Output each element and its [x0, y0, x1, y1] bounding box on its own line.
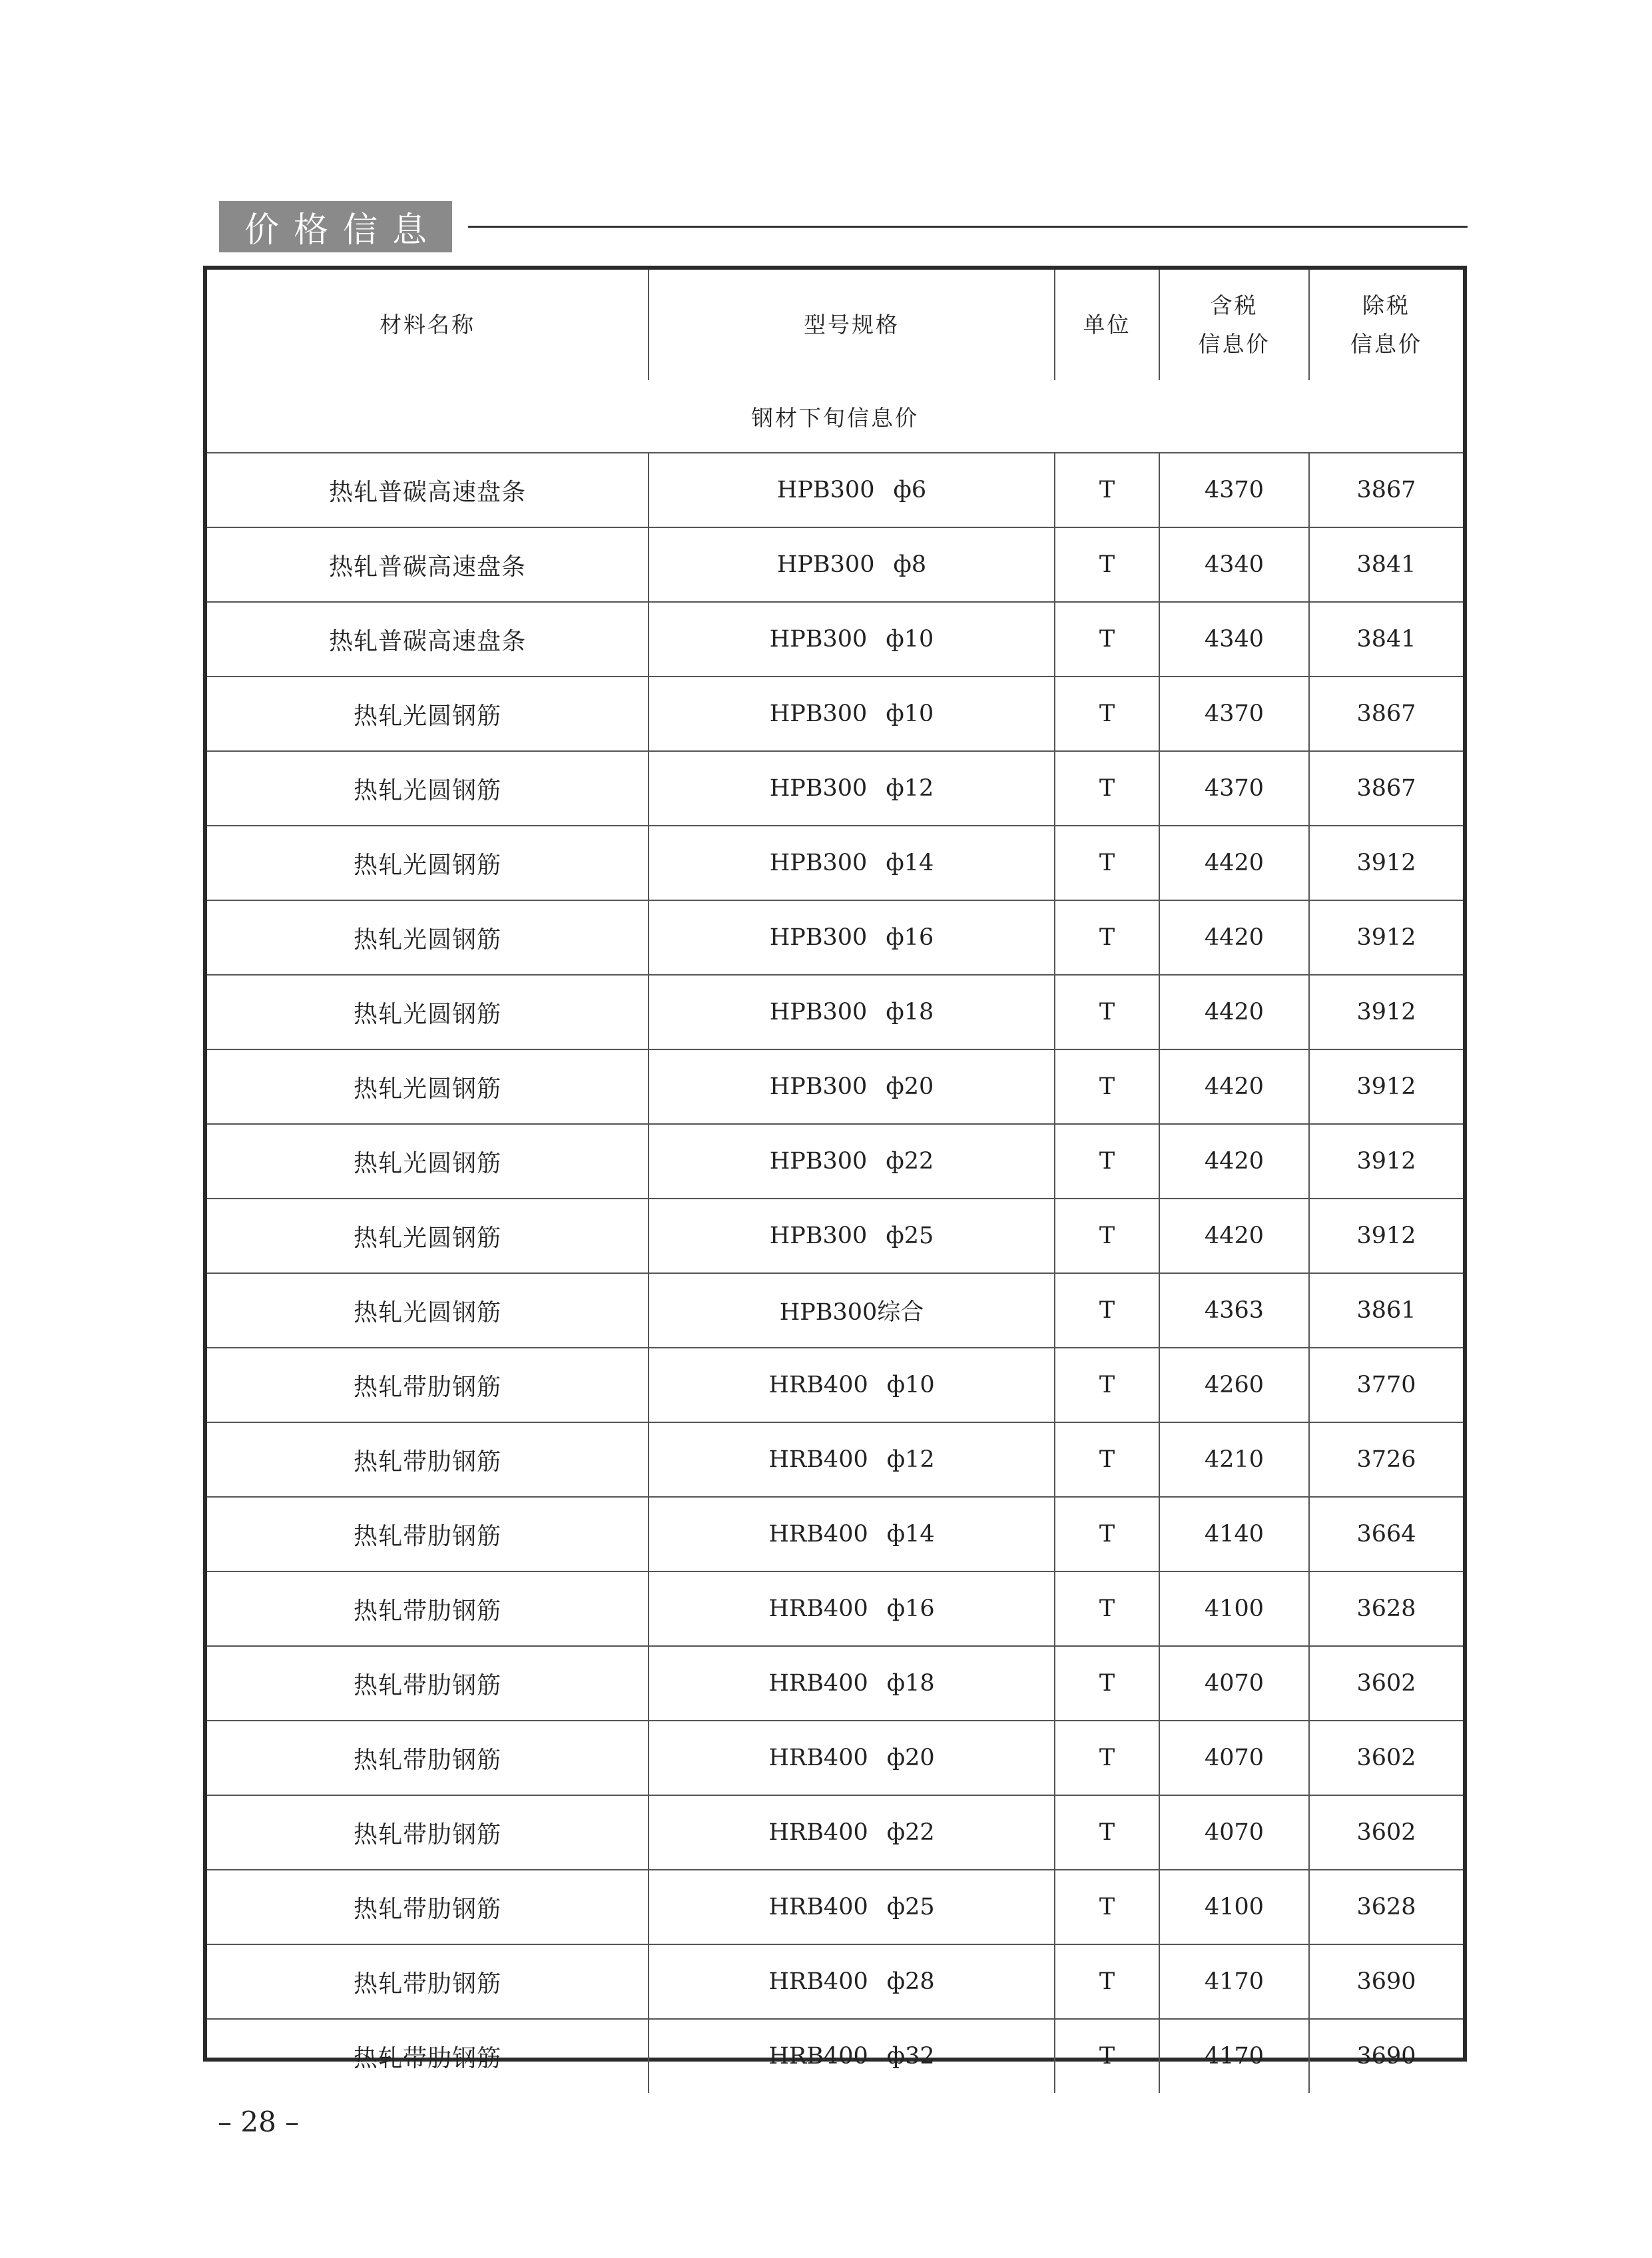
table-row: [207, 453, 1463, 527]
column-header-tax-included-price: 含税 信息价: [1159, 270, 1309, 380]
spec-cell: [649, 602, 1055, 677]
tax-excluded-price-cell: 3628: [1309, 1571, 1463, 1646]
table-row: [207, 975, 1463, 1049]
spec-grade: HPB300: [769, 626, 868, 653]
section-title-rule: [468, 226, 1468, 228]
spec-diameter: ф25: [886, 1223, 934, 1249]
material-name-cell: 热轧带肋钢筋: [207, 2019, 649, 2093]
spec-cell: [649, 900, 1055, 975]
material-name-cell: 热轧带肋钢筋: [207, 1348, 649, 1422]
table-row: [207, 1273, 1463, 1348]
tax-included-price-cell: 4170: [1159, 2019, 1309, 2093]
spec-cell: [649, 1944, 1055, 2019]
table-row: [207, 1497, 1463, 1571]
table-row: [207, 1870, 1463, 1944]
material-name-cell: 热轧光圆钢筋: [207, 1124, 649, 1199]
spec-grade: HRB400: [768, 1521, 868, 1548]
unit-cell: T: [1055, 1422, 1159, 1497]
material-name-cell: 热轧带肋钢筋: [207, 1646, 649, 1721]
tax-included-price-cell: 4070: [1159, 1795, 1309, 1870]
spec-cell: [649, 1571, 1055, 1646]
unit-cell: T: [1055, 602, 1159, 677]
spec-grade: HRB400: [768, 1670, 868, 1697]
spec-cell: [649, 1646, 1055, 1721]
spec-cell: [649, 1497, 1055, 1571]
tax-excluded-price-cell: 3664: [1309, 1497, 1463, 1571]
unit-cell: T: [1055, 975, 1159, 1049]
material-name-cell: 热轧普碳高速盘条: [207, 602, 649, 677]
table-row: [207, 1124, 1463, 1199]
tax-included-price-cell: 4420: [1159, 1049, 1309, 1124]
table-row: [207, 1049, 1463, 1124]
section-title: 价格信息: [219, 201, 452, 252]
spec-cell: [649, 1124, 1055, 1199]
spec-grade: HPB300: [769, 1073, 868, 1100]
table-row: [207, 1571, 1463, 1646]
tax-included-price-cell: 4100: [1159, 1571, 1309, 1646]
spec-grade: HRB400: [768, 1446, 868, 1473]
spec-cell: [649, 1422, 1055, 1497]
material-name-cell: 热轧光圆钢筋: [207, 900, 649, 975]
spec-diameter: ф10: [886, 701, 934, 727]
table-row: [207, 1795, 1463, 1870]
tax-excluded-price-cell: 3912: [1309, 900, 1463, 975]
material-name-cell: 热轧带肋钢筋: [207, 1944, 649, 2019]
spec-cell: [649, 1795, 1055, 1870]
unit-cell: T: [1055, 1049, 1159, 1124]
unit-cell: T: [1055, 1646, 1159, 1721]
table-row: [207, 602, 1463, 677]
spec-cell: [649, 1870, 1055, 1944]
material-name-cell: 热轧带肋钢筋: [207, 1497, 649, 1571]
spec-diameter: ф20: [886, 1073, 934, 1100]
unit-cell: T: [1055, 1348, 1159, 1422]
material-name-cell: 热轧光圆钢筋: [207, 1273, 649, 1348]
material-name-cell: 热轧光圆钢筋: [207, 1199, 649, 1273]
tax-excluded-price-cell: 3602: [1309, 1646, 1463, 1721]
unit-cell: T: [1055, 1721, 1159, 1795]
spec-cell: [649, 1273, 1055, 1348]
unit-cell: T: [1055, 1497, 1159, 1571]
spec-diameter: ф10: [886, 626, 934, 653]
tax-included-price-cell: 4100: [1159, 1870, 1309, 1944]
tax-included-price-cell: 4370: [1159, 677, 1309, 751]
spec-diameter: ф28: [886, 1968, 935, 1995]
tax-excluded-price-cell: 3602: [1309, 1795, 1463, 1870]
spec-grade: HPB300综合: [779, 1299, 924, 1326]
column-header-material-name: 材料名称: [207, 270, 649, 380]
spec-grade: HPB300: [769, 775, 868, 802]
tax-excluded-price-cell: 3912: [1309, 826, 1463, 900]
spec-grade: HRB400: [768, 1968, 868, 1995]
tax-included-price-cell: 4420: [1159, 1124, 1309, 1199]
spec-grade: HPB300: [769, 924, 868, 951]
material-name-cell: 热轧带肋钢筋: [207, 1571, 649, 1646]
unit-cell: T: [1055, 527, 1159, 602]
spec-cell: [649, 751, 1055, 826]
tax-excluded-price-cell: 3841: [1309, 527, 1463, 602]
unit-cell: T: [1055, 1124, 1159, 1199]
tax-included-price-cell: 4070: [1159, 1646, 1309, 1721]
tax-excluded-price-cell: 3867: [1309, 677, 1463, 751]
material-name-cell: 热轧光圆钢筋: [207, 751, 649, 826]
table-row: [207, 1721, 1463, 1795]
table-row: [207, 1422, 1463, 1497]
tax-excluded-price-cell: 3912: [1309, 1049, 1463, 1124]
spec-diameter: ф18: [886, 1670, 935, 1697]
material-name-cell: 热轧带肋钢筋: [207, 1870, 649, 1944]
spec-diameter: ф32: [886, 2043, 935, 2070]
spec-diameter: ф22: [886, 1819, 935, 1846]
spec-grade: HPB300: [769, 701, 868, 727]
spec-cell: [649, 677, 1055, 751]
tax-excluded-price-cell: 3912: [1309, 975, 1463, 1049]
tax-included-price-cell: 4370: [1159, 453, 1309, 527]
spec-diameter: ф25: [886, 1894, 935, 1920]
spec-grade: HRB400: [768, 1819, 868, 1846]
unit-cell: T: [1055, 1870, 1159, 1944]
tax-excluded-price-cell: 3867: [1309, 751, 1463, 826]
table-row: [207, 677, 1463, 751]
price-table: [203, 266, 1467, 2072]
spec-diameter: ф12: [886, 1446, 935, 1473]
tax-included-price-cell: 4370: [1159, 751, 1309, 826]
tax-included-price-cell: 4363: [1159, 1273, 1309, 1348]
spec-diameter: ф14: [886, 850, 934, 876]
tax-excluded-price-cell: 3690: [1309, 2019, 1463, 2093]
tax-excluded-price-cell: 3628: [1309, 1870, 1463, 1944]
material-name-cell: 热轧光圆钢筋: [207, 975, 649, 1049]
table-row: [207, 900, 1463, 975]
material-name-cell: 热轧带肋钢筋: [207, 1795, 649, 1870]
tax-included-price-cell: 4140: [1159, 1497, 1309, 1571]
unit-cell: T: [1055, 2019, 1159, 2093]
spec-cell: [649, 2019, 1055, 2093]
table-row: [207, 826, 1463, 900]
spec-cell: [649, 527, 1055, 602]
table-row: [207, 1348, 1463, 1422]
tax-included-price-cell: 4340: [1159, 527, 1309, 602]
spec-grade: HRB400: [768, 1372, 868, 1398]
unit-cell: T: [1055, 1571, 1159, 1646]
table-header-row: [207, 270, 1463, 380]
unit-cell: T: [1055, 1199, 1159, 1273]
material-name-cell: 热轧光圆钢筋: [207, 677, 649, 751]
table-row: [207, 1199, 1463, 1273]
tax-included-price-cell: 4170: [1159, 1944, 1309, 2019]
spec-cell: [649, 1199, 1055, 1273]
tax-excluded-price-cell: 3726: [1309, 1422, 1463, 1497]
table-row: [207, 1944, 1463, 2019]
material-name-cell: 热轧普碳高速盘条: [207, 453, 649, 527]
spec-diameter: ф16: [886, 1595, 935, 1622]
spec-grade: HPB300: [769, 1223, 868, 1249]
unit-cell: T: [1055, 1795, 1159, 1870]
material-name-cell: 热轧带肋钢筋: [207, 1721, 649, 1795]
table-row: [207, 751, 1463, 826]
spec-grade: HRB400: [768, 2043, 868, 2070]
tax-excluded-price-cell: 3867: [1309, 453, 1463, 527]
tax-included-price-cell: 4420: [1159, 975, 1309, 1049]
tax-included-price-cell: 4420: [1159, 900, 1309, 975]
spec-cell: [649, 1348, 1055, 1422]
section-label: 钢材下旬信息价: [207, 380, 1463, 453]
spec-grade: HRB400: [768, 1894, 868, 1920]
tax-included-price-cell: 4420: [1159, 826, 1309, 900]
spec-cell: [649, 826, 1055, 900]
unit-cell: T: [1055, 826, 1159, 900]
spec-grade: HPB300: [776, 477, 875, 503]
unit-cell: T: [1055, 751, 1159, 826]
tax-excluded-price-cell: 3912: [1309, 1124, 1463, 1199]
page-number: – 28 –: [218, 2106, 300, 2138]
section-row: [207, 380, 1463, 453]
spec-grade: HRB400: [768, 1745, 868, 1771]
material-name-cell: 热轧带肋钢筋: [207, 1422, 649, 1497]
spec-diameter: ф20: [886, 1745, 935, 1771]
spec-cell: [649, 1049, 1055, 1124]
tax-included-price-cell: 4420: [1159, 1199, 1309, 1273]
tax-excluded-price-cell: 3841: [1309, 602, 1463, 677]
spec-diameter: ф10: [886, 1372, 935, 1398]
spec-grade: HPB300: [776, 551, 875, 578]
tax-included-price-cell: 4340: [1159, 602, 1309, 677]
tax-excluded-price-cell: 3861: [1309, 1273, 1463, 1348]
unit-cell: T: [1055, 453, 1159, 527]
material-name-cell: 热轧光圆钢筋: [207, 1049, 649, 1124]
table-row: [207, 1646, 1463, 1721]
tax-excluded-price-cell: 3602: [1309, 1721, 1463, 1795]
unit-cell: T: [1055, 1944, 1159, 2019]
unit-cell: T: [1055, 677, 1159, 751]
spec-grade: HPB300: [769, 1148, 868, 1175]
spec-diameter: ф8: [893, 551, 927, 578]
tax-included-price-cell: 4070: [1159, 1721, 1309, 1795]
tax-excluded-price-cell: 3912: [1309, 1199, 1463, 1273]
material-name-cell: 热轧光圆钢筋: [207, 826, 649, 900]
spec-cell: [649, 975, 1055, 1049]
spec-diameter: ф22: [886, 1148, 934, 1175]
table-row: [207, 2019, 1463, 2093]
column-header-tax-excluded-price: 除税 信息价: [1309, 270, 1463, 380]
spec-diameter: ф6: [893, 477, 927, 503]
tax-excluded-price-cell: 3690: [1309, 1944, 1463, 2019]
spec-cell: [649, 453, 1055, 527]
unit-cell: T: [1055, 900, 1159, 975]
spec-grade: HRB400: [768, 1595, 868, 1622]
column-header-unit: 单位: [1055, 270, 1159, 380]
unit-cell: T: [1055, 1273, 1159, 1348]
tax-included-price-cell: 4260: [1159, 1348, 1309, 1422]
table-row: [207, 527, 1463, 602]
spec-diameter: ф18: [886, 999, 934, 1025]
spec-grade: HPB300: [769, 850, 868, 876]
tax-included-price-cell: 4210: [1159, 1422, 1309, 1497]
spec-diameter: ф12: [886, 775, 934, 802]
column-header-spec: 型号规格: [649, 270, 1055, 380]
tax-excluded-price-cell: 3770: [1309, 1348, 1463, 1422]
spec-cell: [649, 1721, 1055, 1795]
material-name-cell: 热轧普碳高速盘条: [207, 527, 649, 602]
spec-diameter: ф14: [886, 1521, 935, 1548]
spec-grade: HPB300: [769, 999, 868, 1025]
spec-diameter: ф16: [886, 924, 934, 951]
